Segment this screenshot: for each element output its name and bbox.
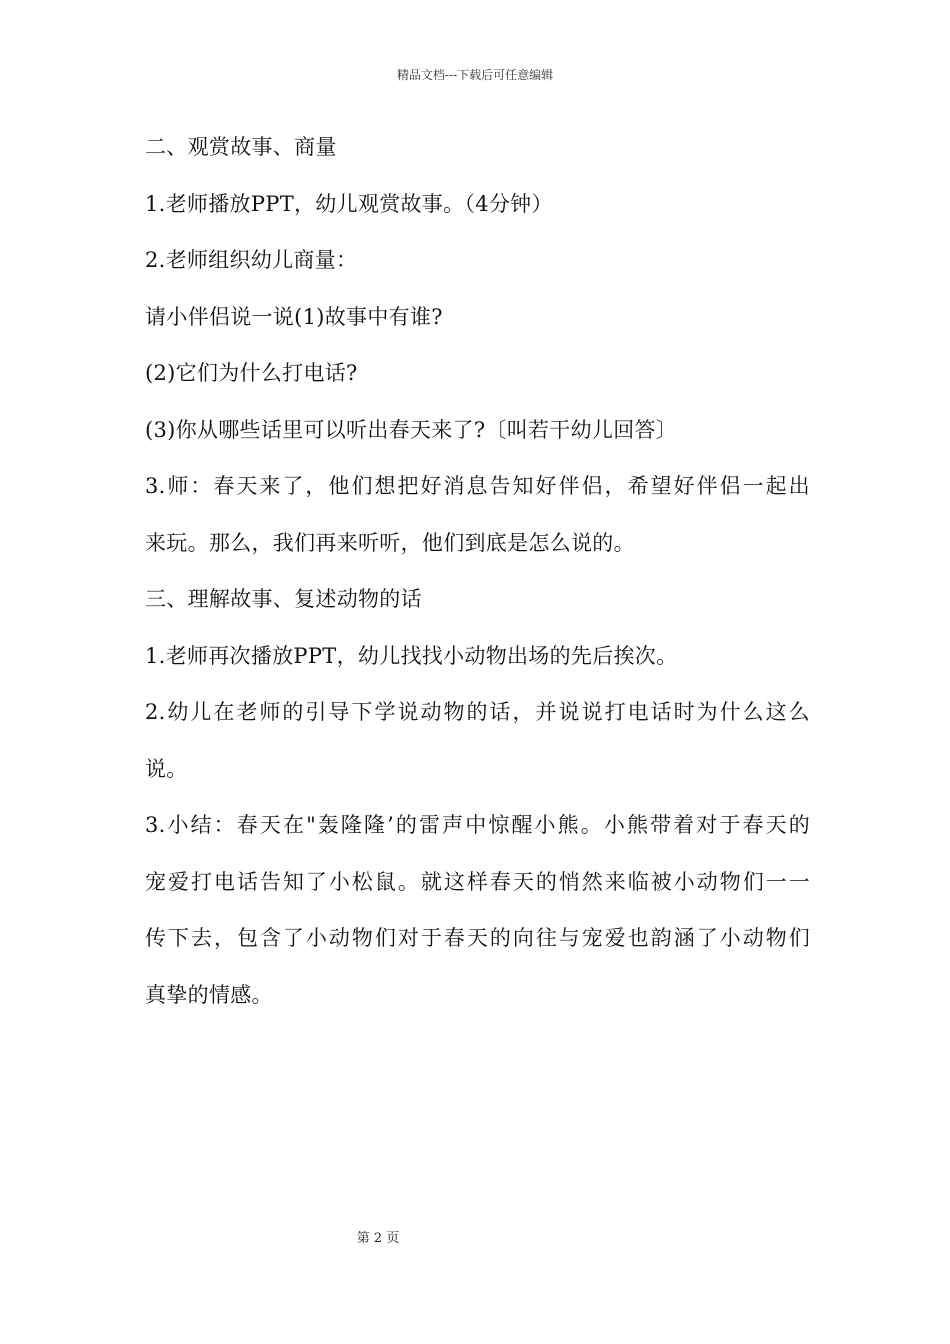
paragraph-line: 1.老师再次播放PPT，幼儿找找小动物出场的先后挨次。 [145, 643, 678, 668]
paragraph-line: (3)你从哪些话里可以听出春天来了?〔叫若干幼儿回答〕 [145, 417, 678, 442]
section-heading: 三、理解故事、复述动物的话 [145, 587, 422, 611]
paragraph-line: 2.幼儿在老师的引导下学说动物的话，并说说打电话时为什么这么 [145, 700, 810, 724]
paragraph-line: 1.老师播放PPT，幼儿观赏故事。（4分钟） [145, 191, 553, 216]
paragraph-line: 来玩。那么，我们再来听听，他们到底是怎么说的。 [145, 530, 635, 555]
page-header: 精品文档---下载后可任意编辑 [396, 68, 554, 82]
paragraph-line: 3.小结：春天在"轰隆隆’的雷声中惊醒小熊。小熊带着对于春天的 [145, 813, 810, 837]
document-body [145, 132, 810, 1036]
page-number: 第 2 页 [356, 1231, 400, 1246]
paragraph-line: 传下去，包含了小动物们对于春天的向往与宠爱也韵涵了小动物们 [145, 926, 810, 950]
paragraph-line: 3.师：春天来了，他们想把好消息告知好伴侣，希望好伴侣一起出 [145, 474, 810, 498]
section-heading: 二、观赏故事、商量 [145, 135, 337, 159]
paragraph-line: 2.老师组织幼儿商量： [145, 248, 358, 272]
paragraph-line: 请小伴侣说一说(1)故事中有谁? [145, 304, 443, 329]
paragraph-line: (2)它们为什么打电话? [145, 361, 358, 385]
paragraph-line: 宠爱打电话告知了小松鼠。就这样春天的悄然来临被小动物们一一 [145, 869, 810, 894]
paragraph-line: 真挚的情感。 [145, 982, 273, 1007]
paragraph-line: 说。 [145, 756, 188, 781]
